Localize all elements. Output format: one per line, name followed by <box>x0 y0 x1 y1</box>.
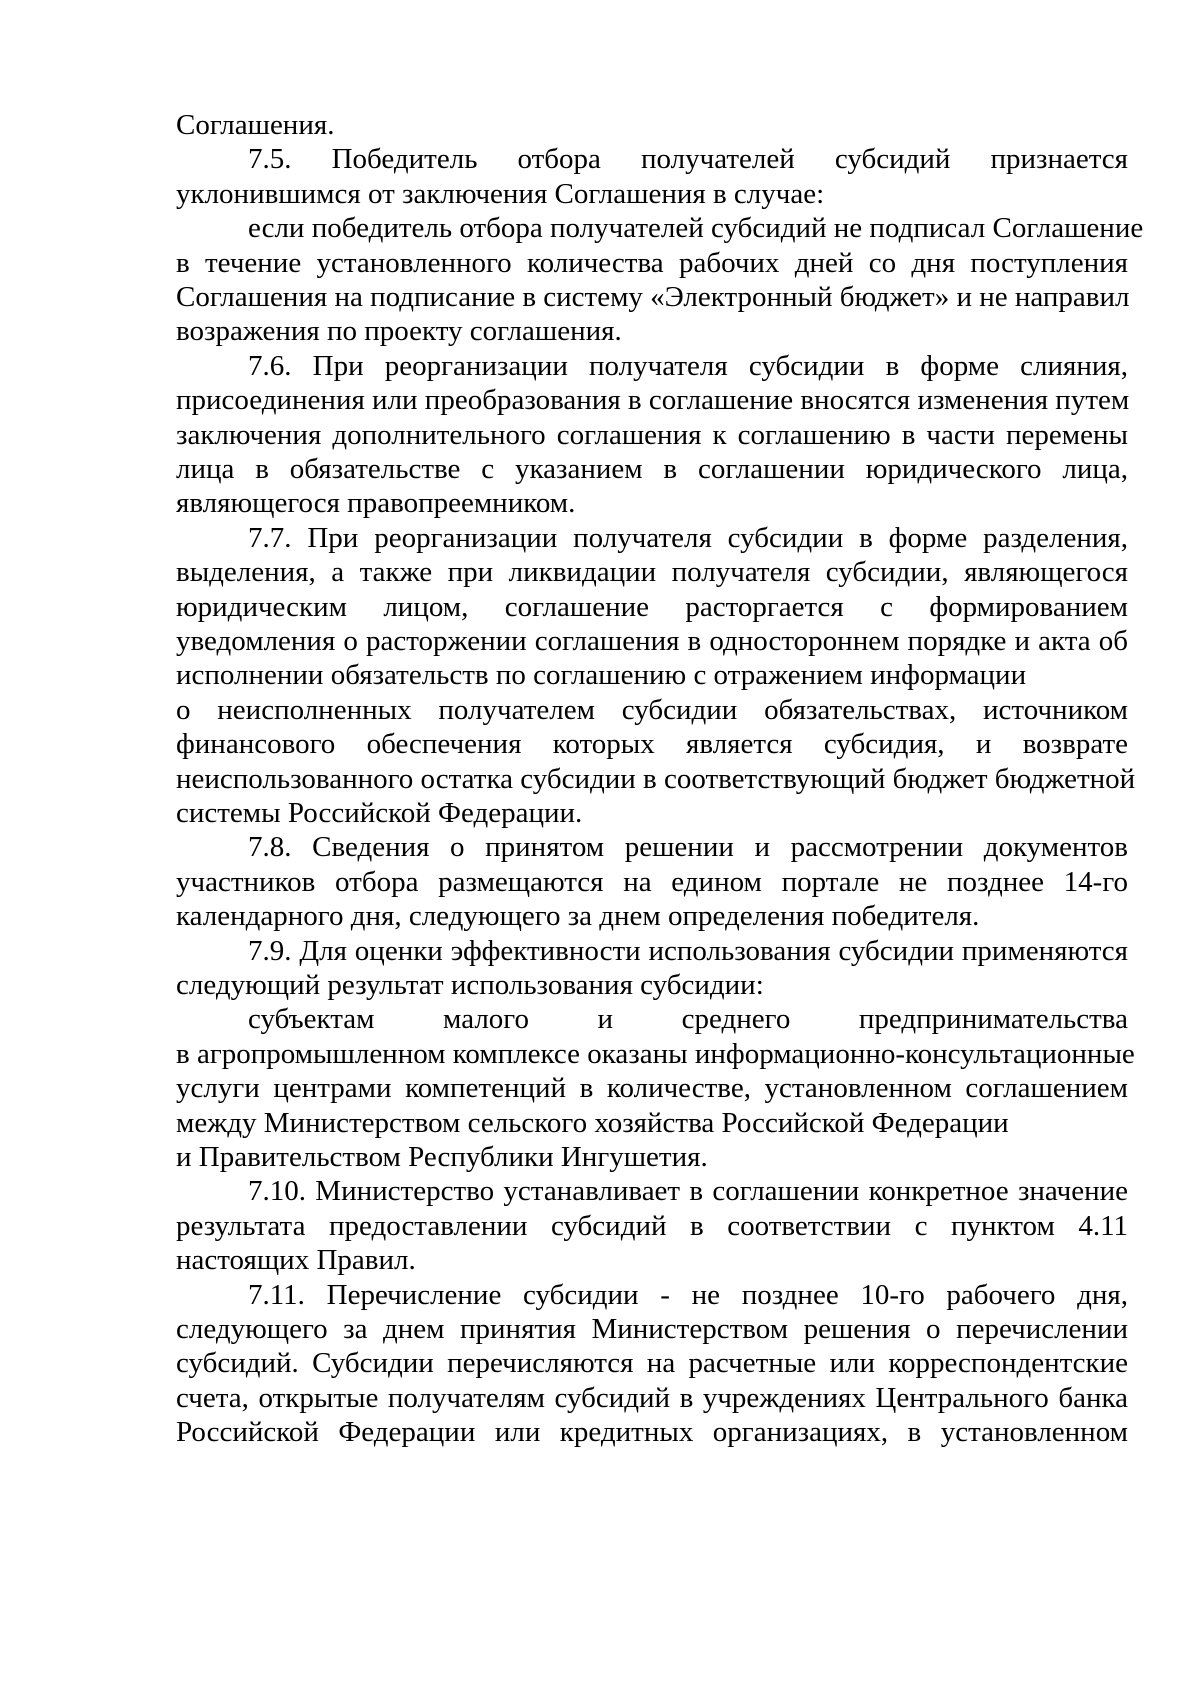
text-line: возражения по проекту соглашения. <box>176 315 622 348</box>
text-line: присоединения или преобразования в соглашение вносятся изменения путем <box>176 384 1130 417</box>
text-line: о неисполненных получателем субсидии обязательствах, источником <box>176 693 1128 726</box>
text-line: являющегося правопреемником. <box>176 487 576 520</box>
text-line: 7.8. Сведения о принятом решении и рассмотрении документов <box>248 831 1128 864</box>
text-line: участников отбора размещаются на едином портале не позднее 14-го <box>176 865 1128 898</box>
text-line: между Министерством сельского хозяйства Российской Федерации <box>176 1106 1009 1139</box>
text-line: настоящих Правил. <box>176 1244 416 1277</box>
text-line: уведомления о расторжении соглашения в одностороннем порядке и акта об <box>176 625 1128 657</box>
text-line: 7.9. Для оценки эффективности использования субсидии применяются <box>248 934 1128 967</box>
text-line: Российской Федерации или кредитных организациях, в установленном <box>176 1416 1128 1449</box>
text-line: неиспользованного остатка субсидии в соответствующий бюджет бюджетной <box>176 762 1136 795</box>
text-line: уклонившимся от заключения Соглашения в случае: <box>176 177 825 210</box>
text-line: 7.5. Победитель отбора получателей субсидий признается <box>248 143 1128 176</box>
text-line: 7.6. При реорганизации получателя субсидии в форме слияния, <box>248 349 1128 382</box>
text-line: календарного дня, следующего за днем определения победителя. <box>176 900 980 933</box>
text-line: финансового обеспечения которых является субсидия, и возврате <box>176 728 1128 761</box>
text-line: заключения дополнительного соглашения к соглашению в части перемены <box>176 418 1128 451</box>
text-line: 7.7. При реорганизации получателя субсидии в форме разделения, <box>248 521 1128 554</box>
text-line: услуги центрами компетенций в количестве, установленном соглашением <box>176 1072 1128 1105</box>
text-line: субсидий. Субсидии перечисляются на расчетные или корреспондентские <box>176 1347 1128 1380</box>
text-line: Соглашения. <box>176 109 335 141</box>
text-line: исполнении обязательств по соглашению с отражением информации <box>176 659 1027 692</box>
text-line: в агропромышленном комплексе оказаны информационно-консультационные <box>176 1037 1135 1070</box>
text-line: следующий результат использования субсидии: <box>176 969 764 1001</box>
text-line: лица в обязательстве с указанием в соглашении юридического лица, <box>176 453 1128 485</box>
text-line: в течение установленного количества рабочих дней со дня поступления <box>176 246 1128 279</box>
text-line: счета, открытые получателям субсидий в учреждениях Центрального банка <box>176 1381 1128 1414</box>
text-line: системы Российской Федерации. <box>176 797 583 829</box>
text-line: если победитель отбора получателей субсидий не подписал Соглашение <box>248 212 1144 245</box>
text-line: следующего за днем принятия Министерством решения о перечислении <box>176 1313 1128 1345</box>
text-line: выделения, а также при ликвидации получателя субсидии, являющегося <box>176 556 1128 589</box>
text-line: 7.11. Перечисление субсидии - не позднее 10-го рабочего дня, <box>248 1278 1128 1311</box>
text-line: субъектам малого и среднего предпринимательства <box>248 1003 1128 1036</box>
text-line: результата предоставлении субсидий в соответствии с пунктом 4.11 <box>176 1209 1128 1242</box>
text-line: Соглашения на подписание в систему «Электронный бюджет» и не направил <box>176 281 1130 313</box>
text-line: юридическим лицом, соглашение расторгается с формированием <box>176 590 1128 623</box>
text-line: 7.10. Министерство устанавливает в соглашении конкретное значение <box>248 1175 1128 1208</box>
text-line: и Правительством Республики Ингушетия. <box>176 1141 708 1173</box>
